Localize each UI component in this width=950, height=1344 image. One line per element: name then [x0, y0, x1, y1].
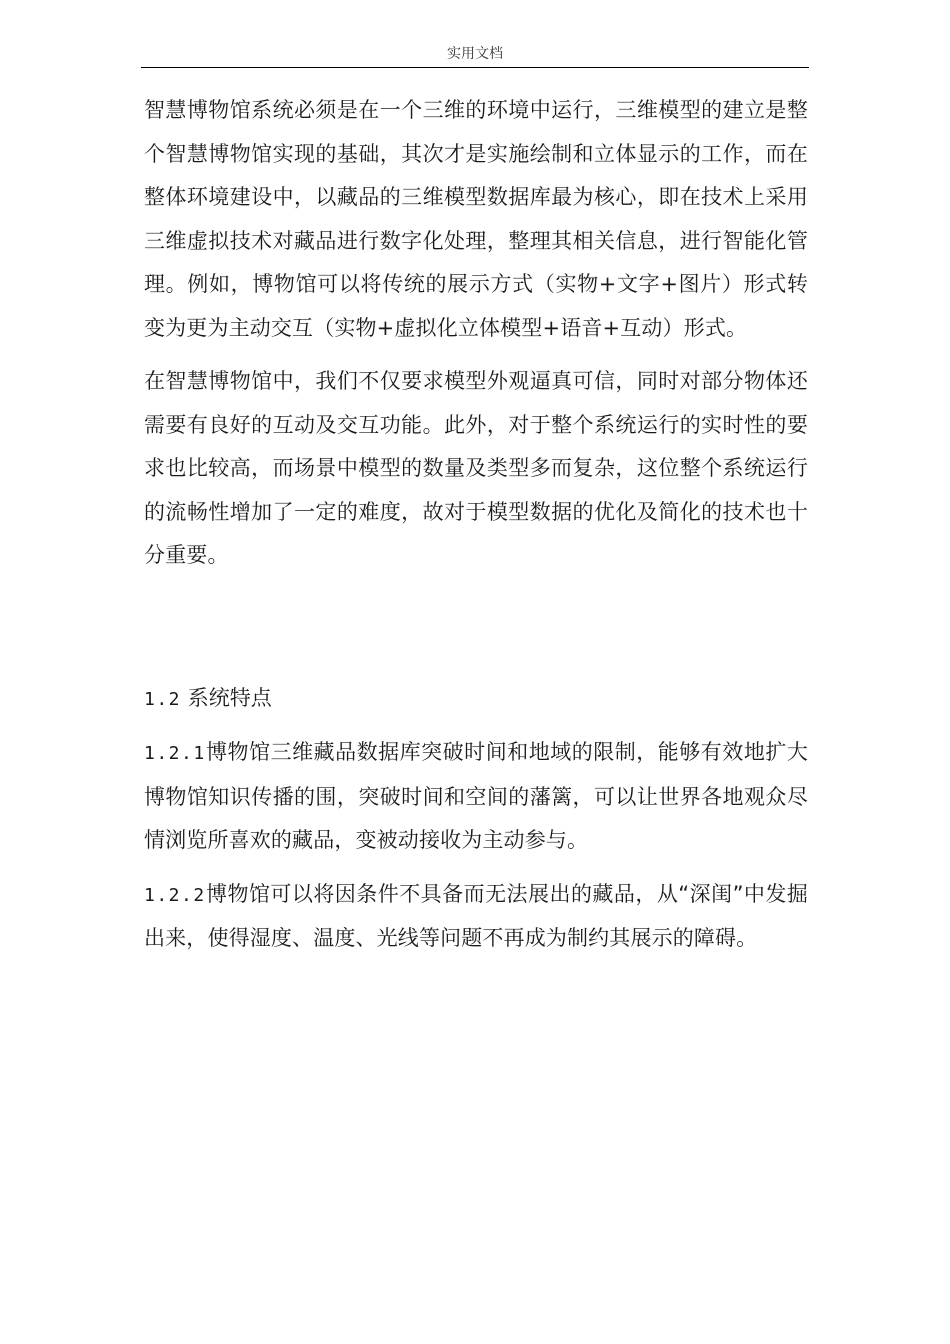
feature-item-2-text: 博物馆可以将因条件不具备而无法展出的藏品，从“深闺”中发掘出来，使得湿度、温度、光线等问题不再成为制约其展示的障碍。	[144, 881, 808, 950]
feature-item-1-text: 博物馆三维藏品数据库突破时间和地域的限制，能够有效地扩大博物馆知识传播的围，突破时间和空间的藩篱，可以让世界各地观众尽情浏览所喜欢的藏品，变被动接收为主动参与。	[144, 740, 808, 852]
section-heading	[144, 677, 808, 722]
section-number: 1.2	[144, 688, 182, 710]
paragraph-requirements: 在智慧博物馆中，我们不仅要求模型外观逼真可信，同时对部分物体还需要有良好的互动及交互功能。此外，对于整个系统运行的实时性的要求也比较高，而场景中模型的数量及类型多而复杂，这位整个系统运行的流畅性增加了一定的难度，故对于模型数据的优化及简化的技术也十分重要。	[144, 369, 808, 567]
section-title: 系统特点	[187, 685, 272, 710]
feature-item-1	[144, 731, 808, 863]
header-title: 实用文档	[447, 46, 503, 62]
paragraph-intro: 智慧博物馆系统必须是在一个三维的环境中运行，三维模型的建立是整个智慧博物馆实现的基础，其次才是实施绘制和立体显示的工作，而在整体环境建设中，以藏品的三维模型数据库最为核心，即在技术上采用三维虚拟技术对藏品进行数字化处理，整理其相关信息，进行智能化管理。例如，博物馆可以将传统的展示方式（实物+文字+图片）形式转变为更为主动交互（实物+虚拟化立体模型+语音+互动）形式。	[144, 98, 808, 340]
document-body	[144, 89, 808, 961]
feature-item-2	[144, 873, 808, 961]
header-divider	[141, 67, 809, 68]
feature-item-1-number: 1.2.1	[144, 743, 206, 764]
feature-item-2-number: 1.2.2	[144, 884, 206, 906]
page-header	[141, 44, 809, 68]
